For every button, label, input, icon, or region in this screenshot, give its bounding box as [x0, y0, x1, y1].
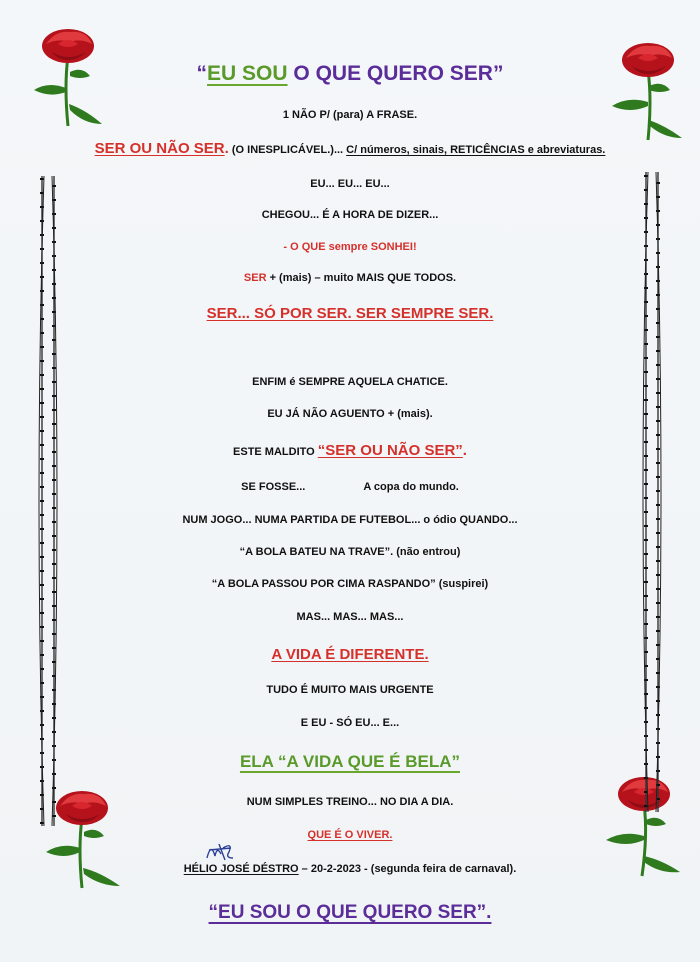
line-6	[0, 272, 700, 284]
line-20: NUM SIMPLES TREINO... NO DIA A DIA.	[246, 796, 454, 808]
poem-title	[0, 62, 700, 86]
line-2-middle: (O INESPLICÁVEL.)...	[228, 144, 347, 156]
title-eu-sou: EU SOU	[207, 62, 288, 85]
line-9: EU JÁ NÃO AGUENTO + (mais).	[267, 408, 433, 420]
line-2-ser-ou-nao-ser: SER OU NÃO SER	[94, 140, 225, 157]
line-16: A VIDA É DIFERENTE.	[271, 646, 429, 663]
title-rest: O QUE QUERO SER	[287, 62, 493, 85]
line-2-end: C/ números, sinais, RETICÊNCIAS e abreviaturas.	[346, 144, 606, 156]
line-17: TUDO É MUITO MAIS URGENTE	[266, 684, 434, 696]
line-5: - O QUE sempre SONHEI!	[283, 241, 417, 253]
line-13: “A BOLA BATEU NA TRAVE”. (não entrou)	[239, 546, 461, 558]
line-10	[0, 442, 700, 459]
line-22	[0, 863, 700, 875]
line-2-dot: .	[224, 140, 229, 157]
line-7: SER... SÓ POR SER. SER SEMPRE SER.	[206, 305, 494, 322]
line-2	[0, 140, 700, 157]
closing-title: “EU SOU O QUE QUERO SER”.	[208, 902, 492, 923]
line-21: QUE É O VIVER.	[307, 829, 393, 841]
line-8: ENFIM é SEMPRE AQUELA CHATICE.	[252, 376, 448, 388]
line-10-pre: ESTE MALDITO	[233, 446, 318, 458]
title-close-quote: ”	[492, 62, 504, 85]
line-3: EU... EU... EU...	[310, 178, 390, 190]
line-14: “A BOLA PASSOU POR CIMA RASPANDO” (suspirei)	[211, 578, 489, 590]
author-name: HÉLIO JOSÉ DÉSTRO	[183, 863, 299, 875]
line-6-ser: SER	[243, 272, 267, 284]
line-12: NUM JOGO... NUMA PARTIDA DE FUTEBOL... o ódio QUANDO...	[182, 514, 518, 526]
line-6-rest: + (mais) – muito MAIS QUE TODOS.	[266, 272, 457, 284]
author-date: – 20-2-2023 - (segunda feira de carnaval).	[298, 863, 517, 875]
handwritten-signature-icon	[203, 838, 237, 864]
line-11-copa: A copa do mundo.	[363, 481, 459, 493]
line-11-se-fosse: SE FOSSE...	[241, 481, 306, 493]
red-rose-icon	[606, 40, 688, 144]
title-open-quote: “	[196, 62, 208, 85]
line-19: ELA “A VIDA QUE É BELA”	[239, 752, 461, 771]
line-10-dot: .	[462, 442, 467, 459]
line-11	[0, 481, 700, 493]
line-10-ser-ou-nao-ser: “SER OU NÃO SER”	[317, 442, 463, 459]
line-18: E EU - SÓ EU... E...	[300, 717, 400, 729]
line-4: CHEGOU... É A HORA DE DIZER...	[261, 209, 439, 221]
line-1: 1 NÃO P/ (para) A FRASE.	[282, 109, 418, 121]
line-15: MAS... MAS... MAS...	[296, 611, 404, 623]
